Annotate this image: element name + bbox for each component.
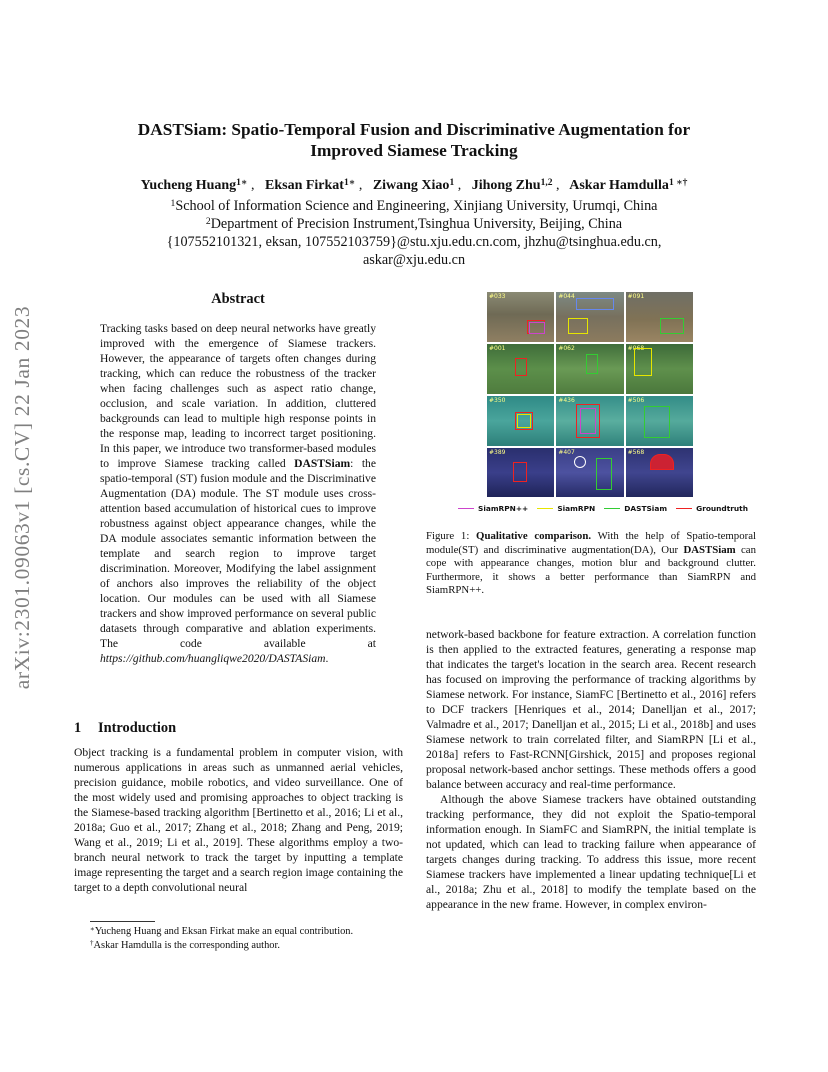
figure-frame (626, 344, 693, 394)
code-url-link[interactable]: https://github.com/huangliqwe2020/DASTASiam (100, 652, 326, 665)
legend-swatch (676, 508, 692, 509)
siamrpn-box (568, 318, 588, 334)
caption-prefix: Figure 1: (426, 530, 477, 542)
affiliation-2 (60, 215, 768, 233)
frame-number: #506 (627, 397, 645, 404)
figure-legend (458, 502, 748, 514)
arxiv-stamp (4, 290, 42, 705)
title-line-1: DASTSiam: Spatio-Temporal Fusion and Discriminative Augmentation for (137, 120, 691, 139)
author-name: Eksan Firkat (265, 178, 344, 193)
legend-swatch (537, 508, 553, 509)
author-sup: 1 (449, 177, 455, 188)
abstract-body (100, 321, 376, 666)
paper-title (60, 119, 768, 161)
legend-item (458, 504, 528, 513)
footnote-mark: † (90, 938, 94, 947)
footnote-text: Yucheng Huang and Eksan Firkat make an equal contribution. (94, 926, 354, 937)
right-column-body (426, 627, 756, 912)
dastsiam-box (660, 318, 684, 334)
frame-number: #407 (558, 449, 575, 456)
intro-heading (74, 720, 176, 737)
figure-qualitative-comparison (487, 292, 693, 497)
footnote-rule (90, 921, 155, 922)
frame-number: #436 (558, 397, 575, 404)
siamrpn-box (517, 414, 531, 428)
section-title: Introduction (98, 720, 177, 736)
legend-label: SiamRPN++ (478, 503, 529, 513)
affiliation-text: School of Information Science and Engineering, Xinjiang University, Urumqi, China (175, 198, 658, 214)
groundtruth-box (515, 358, 527, 376)
legend-label: Groundtruth (696, 503, 748, 513)
abstract-text: . (325, 652, 329, 665)
legend-label: SiamRPN (557, 503, 596, 513)
figure-row (487, 344, 693, 394)
footnote-text: Askar Hamdulla is the corresponding author. (93, 940, 280, 951)
tracker-box (574, 456, 586, 468)
figure-frame (556, 448, 623, 497)
author-name: Askar Hamdulla (569, 178, 669, 193)
figure-frame (556, 292, 623, 342)
frame-number: #568 (627, 449, 645, 456)
legend-item (604, 504, 667, 513)
groundtruth-box (513, 462, 527, 482)
author-name: Jihong Zhu (471, 178, 541, 193)
footnote-2 (90, 939, 280, 952)
affiliation-sup: 2 (205, 215, 211, 227)
abstract-heading: Abstract (211, 291, 265, 307)
legend-swatch (604, 508, 620, 509)
legend-label: DASTSiam (624, 503, 668, 513)
paragraph: Although the above Siamese trackers have obtained outstanding tracking performance, they did not exploit the Spatio-temporal information enough. In SiamFC and SiamRPN, the initial template is not updated, which can lead to tracking failure when appearance of targets changes during tracking. To address this issue, more recent Siamese trackers have implemented a linear updating technique[Li et al., 2018a; Zhu et al., 2018] to modify the template based on the appearance in the new frame. However, in complex environ- (426, 793, 756, 911)
legend-swatch (458, 508, 474, 509)
affiliation-text: Department of Precision Instrument,Tsinghua University, Beijing, China (210, 216, 623, 232)
figure-row (487, 292, 693, 342)
affiliation-1 (60, 197, 768, 215)
siamrpnpp-box (529, 322, 545, 334)
umbrella-target (650, 454, 674, 470)
paragraph: network-based backbone for feature extraction. A correlation function is then applied to the extracted features, generating a response map that indicates the target's location in the search area. Recent research has focused on improving the performance of tracking algorithms by Siamese network. For instance, SiamFC [Bertinetto et al., 2016] refers to DCF trackers [Henriques et al., 2014; Danelljan et al., 2017; Valmadre et al., 2017; Danelljan et al., 2015; Li et al., 2018b] and uses Siamese network to train correlated filter, and SiamRPN [Li et al., 2018a] refers to Fast-RCNN[Girshick, 2015] and proposes regional proposal network-based anchor settings. These methods offers a good balance between accuracy and real-time performance. (426, 628, 756, 791)
legend-item (676, 504, 748, 513)
dastsiam-box (596, 458, 612, 490)
figure-frame (626, 292, 693, 342)
frame-number: #091 (627, 293, 645, 300)
caption-method-name: DASTSiam (683, 543, 736, 556)
figure-frame (487, 292, 554, 342)
figure-caption (426, 530, 756, 598)
frame-number: #068 (627, 345, 645, 352)
affiliation-sup: 1 (170, 197, 176, 209)
frame-number: #389 (489, 449, 506, 456)
figure-row (487, 396, 693, 446)
author-sup: 1∗ (343, 177, 356, 188)
figure-frame (626, 396, 693, 446)
author-sup: 1,2 (540, 177, 553, 188)
author-sup: 1∗ (236, 177, 248, 188)
siamrpnpp-box (580, 408, 596, 434)
figure-frame (626, 448, 693, 497)
frame-number: #350 (489, 397, 506, 404)
title-line-2: Improved Siamese Tracking (310, 141, 518, 160)
author-name: Ziwang Xiao (372, 178, 450, 193)
author-sup: 1 ∗† (668, 177, 688, 188)
caption-text: With the help of Spatio-temporal module(ST) and discriminative augmentation(DA), Our (426, 530, 756, 556)
intro-body: Object tracking is a fundamental problem in computer vision, with numerous applications in areas such as unmanned aerial vehicles, precision guidance, mobile robotics, and video surveillance. One of the most widely used and promising approaches to object tracking is the Siamese-based tracking algorithm [Bertinetto et al., 2016; Li et al., 2018a; Guo et al., 2017; Zhang et al., 2018; Zhang and Peng, 2019; Wang et al., 2019; Li et al., 2019]. These algorithms employ a two-branch neural network to track the target by inputting a template image representing the target and a search region image containing the target to a depth convolutional neural (74, 746, 403, 894)
caption-text: can cope with appearance changes, motion blur and background clutter. Furthermore, it shows a better performance than SiamRPN and SiamRPN++. (426, 543, 756, 597)
frame-number: #001 (489, 345, 506, 352)
figure-frame (487, 396, 554, 446)
siamrpn-box (634, 348, 652, 376)
frame-number: #044 (558, 293, 575, 300)
dastsiam-box (586, 354, 598, 374)
email-line-2: askar@xju.edu.cn (362, 252, 466, 268)
author-list: Yucheng Huang$^{1∗}$ , Eksan Firkat$^{1∗}$ , Ziwang Xiao$^1$ , Jihong Zhu$^{1,2}$ , Askar Hamdulla$^{1 ∗\dagger}$ (140, 177, 688, 193)
footnote-mark: ∗ (90, 924, 95, 933)
caption-bold: Qualitative comparison. (476, 530, 592, 542)
tracker-box (576, 298, 614, 310)
figure-frame (487, 344, 554, 394)
footnote-1 (90, 925, 353, 938)
abstract-text: Tracking tasks based on deep neural networks have greatly improved with the emergence of Siamese trackers. However, the appearance of targets often changes during tracking, which can reduce the robustness of the tracker when facing challenges such as aspect ratio change, occlusion, and scale variation. In addition, cluttered backgrounds can lead to multiple high response points in the response map, leading to incorrect target positioning. In this paper, we introduce two transformer-based modules to improve Siamese tracking called (100, 322, 376, 470)
abstract-method-name: DASTSiam (294, 457, 351, 470)
affiliations (60, 197, 768, 269)
figure-row (487, 448, 693, 497)
dastsiam-box (644, 406, 670, 438)
frame-number: #062 (558, 345, 575, 352)
section-number: 1 (74, 720, 82, 736)
figure-frame (487, 448, 554, 497)
author-name: Yucheng Huang (140, 178, 237, 193)
email-line-1: {107552101321, eksan, 107552103759}@stu.xju.edu.cn.com, jhzhu@tsinghua.edu.cn, (166, 234, 662, 250)
arxiv-id: arXiv:2301.09063v1 [cs.CV] 22 Jan 2023 (10, 305, 35, 690)
frame-number: #033 (489, 293, 506, 300)
abstract-text: : the spatio-temporal (ST) fusion module and the Discriminative Augmentation (DA) module. The ST module uses cross-attention based accumulation of historical cues to improve robustness against object appearance changes, while the DA module associates semantic information between the template and search region to improve target discrimination. Moreover, Modifying the label assignment of anchors also improves the reliability of the object location. Our modules can be used with all Siamese trackers and show improved performance on several public datasets through comparative and ablation experiments. The code available at (100, 457, 376, 650)
figure-frame (556, 344, 623, 394)
figure-frame (556, 396, 623, 446)
legend-item (537, 504, 595, 513)
